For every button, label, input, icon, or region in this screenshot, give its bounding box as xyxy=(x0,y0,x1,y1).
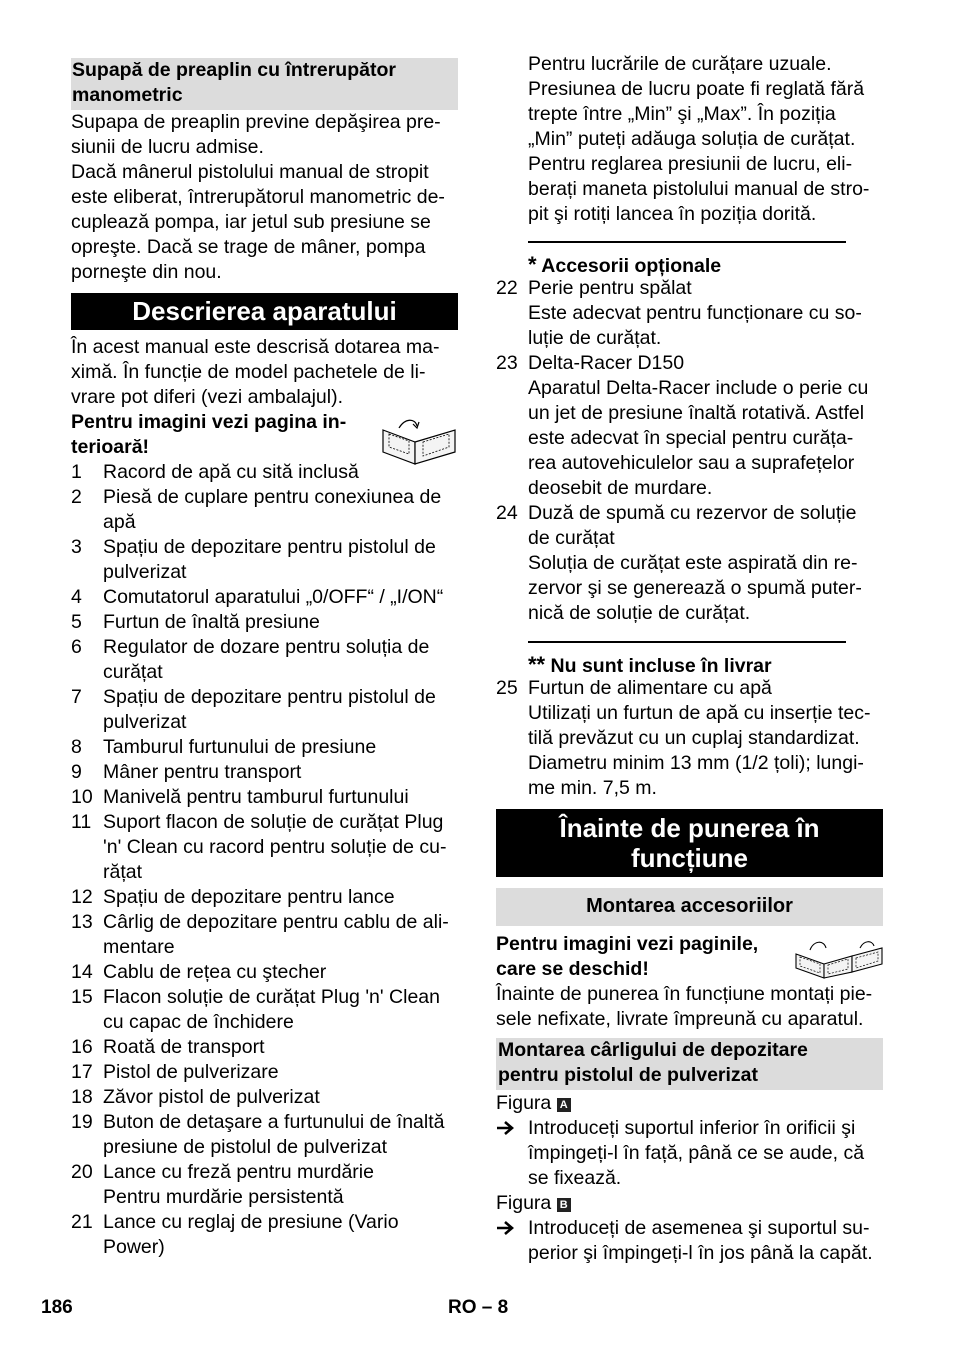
item-text-line: Aparatul Delta-Racer include o perie cu xyxy=(528,377,869,399)
text-line: Introduceți de asemenea şi suportul su- xyxy=(528,1217,870,1239)
item-text-line: Furtun de alimentare cu apă xyxy=(528,677,772,699)
divider-rule-2 xyxy=(528,641,846,643)
item-text-line: Comutatorul aparatului „0/OFF“ / „I/ON“ xyxy=(103,586,444,608)
item-text-line: apă xyxy=(103,511,136,533)
item-text-line: rățat xyxy=(103,861,143,883)
text-line: Introduceți suportul inferior în orificii şi xyxy=(528,1117,856,1139)
item-text-line: Spațiu de depozitare pentru lance xyxy=(103,886,395,908)
item-text-line: Lance cu freză pentru murdărie xyxy=(103,1161,374,1183)
fold-out-pages-icon xyxy=(794,936,884,980)
item-text-line: zervor şi se generează o spumă puter- xyxy=(528,577,862,599)
figure-a-letter: A xyxy=(557,1098,571,1112)
item-text-line: Lance cu reglaj de presiune (Vario xyxy=(103,1211,399,1233)
text-line: berați maneta pistolului manual de stro- xyxy=(528,178,870,200)
item-text-line: Cablu de rețea cu ştecher xyxy=(103,961,327,983)
item-text-line: de curățat xyxy=(528,527,615,549)
item-text-line: Delta-Racer D150 xyxy=(528,352,685,374)
item-number: 24 xyxy=(496,502,518,524)
item-text-line: rea autovehiculelor sau a suprafețelor xyxy=(528,452,855,474)
figure-a-reference xyxy=(496,1091,571,1116)
text-line: Pentru lucrările de curățare uzuale. xyxy=(528,53,832,75)
item-text-line: Buton de detaşare a furtunului de înaltă xyxy=(103,1111,445,1133)
text-line: Supapa de preaplin previne depăşirea pre- xyxy=(71,111,441,133)
text-line: porneşte din nou. xyxy=(71,261,222,283)
item-text-line: Este adecvat pentru funcționare cu so- xyxy=(528,302,862,324)
not-included-title-text: Nu sunt incluse în livrar xyxy=(550,655,772,677)
text-line: „Min” puteți adăuga soluția de curățat. xyxy=(528,128,856,150)
item-text-line: pulverizat xyxy=(103,711,187,733)
item-number: 7 xyxy=(71,686,82,708)
item-text-line: deosebit de murdare. xyxy=(528,477,713,499)
figure-note2-line-1: Pentru imagini vezi paginile, xyxy=(496,933,759,955)
device-description-heading xyxy=(71,293,458,330)
text-line: vrare pot diferi (vezi ambalajul). xyxy=(71,386,344,408)
item-text-line: tilă prevăzut cu un cuplaj standardizat. xyxy=(528,727,860,749)
text-line: sele nefixate, livrate împreună cu aparatul. xyxy=(496,1008,864,1030)
text-line: împingeți-l în față, până ce se aude, că xyxy=(528,1142,865,1164)
item-text-line: presiune de pistolul de pulverizat xyxy=(103,1136,388,1158)
overflow-valve-title-line-2: manometric xyxy=(72,84,183,106)
item-text-line: Piesă de cuplare pentru conexiunea de xyxy=(103,486,442,508)
text-line: este eliberat, întrerupătorul manometric de- xyxy=(71,186,445,208)
text-line: trepte între „Min” şi „Max”. În poziția xyxy=(528,103,836,125)
optional-accessories-title-text: Accesorii opționale xyxy=(541,255,722,277)
text-line: În acest manual este descrisă dotarea ma- xyxy=(71,336,440,358)
item-text-line: Cârlig de depozitare pentru cablu de ali- xyxy=(103,911,449,933)
item-text-line: Power) xyxy=(103,1236,165,1258)
section-page-label: RO – 8 xyxy=(448,1297,509,1318)
item-number: 2 xyxy=(71,486,82,508)
item-text-line: Manivelă pentru tamburul furtunului xyxy=(103,786,409,808)
item-text-line: mentare xyxy=(103,936,175,958)
item-number: 21 xyxy=(71,1211,93,1233)
text-line: ximă. În funcție de model pachetele de li- xyxy=(71,361,426,383)
item-text-line: Mâner pentru transport xyxy=(103,761,302,783)
not-included-stars: ** xyxy=(528,652,546,677)
item-number: 9 xyxy=(71,761,82,783)
item-number: 20 xyxy=(71,1161,93,1183)
text-line: Dacă mânerul pistolului manual de stropit xyxy=(71,161,429,183)
item-text-line: Diametru minim 13 mm (1/2 țoli); lungi- xyxy=(528,752,864,774)
text-line: Pentru reglarea presiunii de lucru, eli- xyxy=(528,153,853,175)
item-number: 1 xyxy=(71,461,82,483)
item-number: 23 xyxy=(496,352,518,374)
figure-b-label: Figura xyxy=(496,1192,552,1214)
item-text-line: Utilizați un furtun de apă cu inserție tec- xyxy=(528,702,871,724)
item-text-line: Perie pentru spălat xyxy=(528,277,692,299)
item-number: 14 xyxy=(71,961,93,983)
item-number: 10 xyxy=(71,786,93,808)
text-line: perior şi împingeți-l în jos până la capăt. xyxy=(528,1242,873,1264)
open-book-icon xyxy=(379,416,459,468)
page-number: 186 xyxy=(41,1297,73,1318)
not-included-title xyxy=(528,652,772,679)
item-text-line: Spațiu de depozitare pentru pistolul de xyxy=(103,536,436,558)
item-number: 22 xyxy=(496,277,518,299)
item-text-line: nică de soluție de curățat. xyxy=(528,602,751,624)
item-text-line: Spațiu de depozitare pentru pistolul de xyxy=(103,686,436,708)
item-number: 17 xyxy=(71,1061,93,1083)
item-text-line: Pentru murdărie persistentă xyxy=(103,1186,344,1208)
item-text-line: pulverizat xyxy=(103,561,187,583)
arrow-right-icon xyxy=(496,1216,516,1241)
accessories-mounting-heading: Montarea accesoriilor xyxy=(586,895,793,917)
item-number: 13 xyxy=(71,911,93,933)
item-number: 15 xyxy=(71,986,93,1008)
item-text-line: Zăvor pistol de pulverizat xyxy=(103,1086,320,1108)
figure-note-line-2: terioară! xyxy=(71,436,150,458)
text-line: cuplează pompa, iar jetul sub presiune se xyxy=(71,211,431,233)
item-text-line: Roată de transport xyxy=(103,1036,265,1058)
item-number: 19 xyxy=(71,1111,93,1133)
item-number: 5 xyxy=(71,611,82,633)
item-number: 16 xyxy=(71,1036,93,1058)
optional-accessories-title xyxy=(528,252,721,279)
text-line: siunii de lucru admise. xyxy=(71,136,264,158)
figure-note-line-1: Pentru imagini vezi pagina in- xyxy=(71,411,347,433)
before-startup-heading xyxy=(496,809,883,877)
before-startup-heading-line-1: Înainte de punerea în xyxy=(559,813,820,843)
text-line: Înainte de punerea în funcțiune montați pie- xyxy=(496,983,873,1005)
item-number: 8 xyxy=(71,736,82,758)
arrow-right-icon xyxy=(496,1116,516,1141)
text-line: pit şi rotiți lancea în poziția dorită. xyxy=(528,203,817,225)
item-text-line: luție de curățat. xyxy=(528,327,662,349)
item-text-line: Tamburul furtunului de presiune xyxy=(103,736,377,758)
hook-mounting-title-line-2: pentru pistolul de pulverizat xyxy=(498,1064,759,1086)
item-text-line: me min. 7,5 m. xyxy=(528,777,657,799)
overflow-valve-title-line-1: Supapă de preaplin cu întrerupător xyxy=(72,59,396,81)
device-description-heading-text: Descrierea aparatului xyxy=(132,296,397,326)
item-text-line: Pistol de pulverizare xyxy=(103,1061,279,1083)
text-line: se fixează. xyxy=(528,1167,622,1189)
text-line: opreşte. Dacă se trage de mâner, pompa xyxy=(71,236,426,258)
figure-a-label: Figura xyxy=(496,1092,552,1114)
item-text-line: Furtun de înaltă presiune xyxy=(103,611,320,633)
item-text-line: Suport flacon de soluție de curățat Plug xyxy=(103,811,444,833)
item-text-line: Duză de spumă cu rezervor de soluție xyxy=(528,502,857,524)
figure-note2-line-2: care se deschid! xyxy=(496,958,649,980)
item-number: 18 xyxy=(71,1086,93,1108)
item-text-line: un jet de presiune înaltă rotativă. Astfel xyxy=(528,402,865,424)
item-text-line: cu capac de închidere xyxy=(103,1011,294,1033)
item-text-line: Regulator de dozare pentru soluția de xyxy=(103,636,430,658)
before-startup-heading-line-2: funcțiune xyxy=(631,843,748,873)
item-text-line: este adecvat în special pentru curăța- xyxy=(528,427,854,449)
item-number: 3 xyxy=(71,536,82,558)
optional-star: * xyxy=(528,252,537,277)
figure-b-letter: B xyxy=(557,1198,571,1212)
text-line: Presiunea de lucru poate fi reglată fără xyxy=(528,78,865,100)
item-text-line: Racord de apă cu sită inclusă xyxy=(103,461,359,483)
item-number: 6 xyxy=(71,636,82,658)
item-text-line: Flacon soluție de curățat Plug 'n' Clean xyxy=(103,986,440,1008)
item-number: 4 xyxy=(71,586,82,608)
item-text-line: 'n' Clean cu racord pentru soluție de cu- xyxy=(103,836,447,858)
item-text-line: curățat xyxy=(103,661,163,683)
hook-mounting-title-line-1: Montarea cârligului de depozitare xyxy=(498,1039,808,1061)
item-number: 12 xyxy=(71,886,93,908)
divider-rule-1 xyxy=(528,241,846,243)
item-number: 11 xyxy=(71,811,92,833)
item-number: 25 xyxy=(496,677,518,699)
figure-b-reference xyxy=(496,1191,571,1216)
item-text-line: Soluția de curățat este aspirată din re- xyxy=(528,552,858,574)
